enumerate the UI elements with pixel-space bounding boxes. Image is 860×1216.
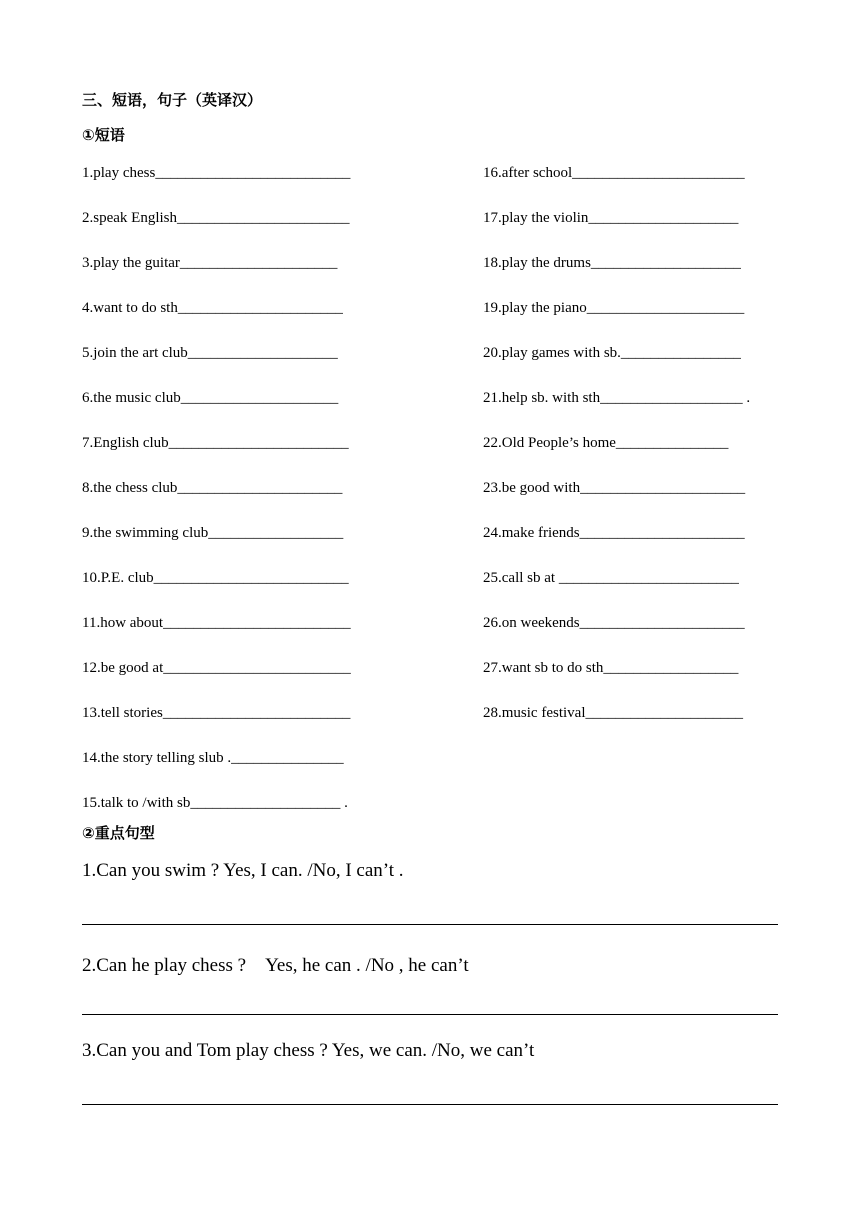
phrase-item-25: 25.call sb at ________________________ <box>483 570 739 586</box>
answer-line-3 <box>82 1104 778 1105</box>
phrase-item-22: 22.Old People’s home_______________ <box>483 435 729 451</box>
phrase-item-13: 13.tell stories_________________________ <box>82 705 351 721</box>
section-title: 三、短语，句子（英译汉） <box>82 91 263 109</box>
phrase-item-4: 4.want to do sth______________________ <box>82 300 343 316</box>
phrase-item-20: 20.play games with sb.________________ <box>483 345 741 361</box>
phrase-item-8: 8.the chess club______________________ <box>82 480 343 496</box>
phrase-item-18: 18.play the drums____________________ <box>483 255 741 271</box>
phrases-heading: ①短语 <box>82 126 125 144</box>
phrase-item-26: 26.on weekends______________________ <box>483 615 745 631</box>
phrase-item-16: 16.after school_______________________ <box>483 165 745 181</box>
phrase-item-6: 6.the music club_____________________ <box>82 390 339 406</box>
sentences-heading: ②重点句型 <box>82 824 155 842</box>
phrase-item-3: 3.play the guitar_____________________ <box>82 255 338 271</box>
phrase-item-17: 17.play the violin____________________ <box>483 210 739 226</box>
answer-line-1 <box>82 924 778 925</box>
phrase-item-2: 2.speak English_______________________ <box>82 210 350 226</box>
sentence-item-1: 1.Can you swim ? Yes, I can. /No, I can’t . <box>82 860 404 881</box>
phrase-item-15: 15.talk to /with sb____________________ . <box>82 795 348 811</box>
phrase-item-27: 27.want sb to do sth__________________ <box>483 660 739 676</box>
phrase-item-12: 12.be good at_________________________ <box>82 660 351 676</box>
sentence-item-2: 2.Can he play chess ? Yes, he can . /No , he can’t <box>82 955 469 976</box>
phrase-item-7: 7.English club________________________ <box>82 435 349 451</box>
phrase-item-24: 24.make friends______________________ <box>483 525 745 541</box>
phrase-item-11: 11.how about_________________________ <box>82 615 351 631</box>
answer-line-2 <box>82 1014 778 1015</box>
phrase-item-5: 5.join the art club____________________ <box>82 345 338 361</box>
phrase-item-9: 9.the swimming club__________________ <box>82 525 344 541</box>
sentence-item-3: 3.Can you and Tom play chess ? Yes, we can. /No, we can’t <box>82 1040 535 1061</box>
phrase-item-23: 23.be good with______________________ <box>483 480 746 496</box>
phrase-item-28: 28.music festival_____________________ <box>483 705 743 721</box>
phrase-item-10: 10.P.E. club__________________________ <box>82 570 349 586</box>
phrase-item-21: 21.help sb. with sth___________________ . <box>483 390 751 406</box>
phrase-item-14: 14.the story telling slub ._______________ <box>82 750 344 766</box>
phrase-item-1: 1.play chess__________________________ <box>82 165 351 181</box>
phrase-item-19: 19.play the piano_____________________ <box>483 300 745 316</box>
